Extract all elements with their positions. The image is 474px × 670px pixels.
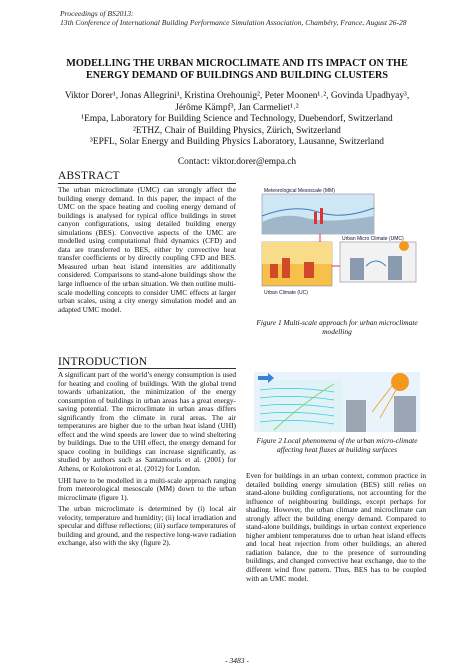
- page-number: - 3483 -: [225, 656, 249, 665]
- sun-icon: [399, 241, 409, 251]
- sun-icon: [391, 373, 409, 391]
- uc-sky: [262, 242, 332, 264]
- figure-1-caption: Figure 1 Multi-scale approach for urban microclimate modelling: [256, 318, 418, 336]
- affiliation-1: ¹Empa, Laboratory for Building Science and Technology, Duebendorf, Switzerland: [81, 114, 393, 125]
- author-line-2: Jérôme Kämpf³, Jan Carmeliet¹˒²: [175, 102, 299, 113]
- mm-building-marker: [314, 212, 317, 224]
- uc-building: [270, 264, 278, 278]
- uc-building: [304, 262, 314, 278]
- figure-2-illustration: [254, 372, 420, 432]
- uc-label: Urban Climate (UC): [264, 290, 308, 296]
- umc-label: Urban Micro Climate (UMC): [342, 236, 404, 242]
- header-line-1: Proceedings of BS2013:: [60, 9, 134, 18]
- building-right: [394, 396, 416, 432]
- introduction-rule: [58, 368, 236, 369]
- affiliation-3: ³EPFL, Solar Energy and Building Physics Laboratory, Lausanne, Switzerland: [90, 137, 384, 148]
- figure-2-caption: Figure 2 Local phenomena of the urban micro-climate affecting heat fluxes at building surfaces: [256, 436, 418, 454]
- abstract-paragraph: The urban microclimate (UMC) can strongly affect the building energy demand. In this paper, the impact of the UMC on the space heating and cooling energy demand of buildings is analysed for typical office buildings in street canyon configurations, using detailed building energy simulations (BES). Convective aspects of the UMC are modelled using computational fluid dynamics (CFD) and data are transferred to BES, either by convective heat transfer coefficients or by directly coupling CFD and BES. Measured urban heat island intensities are additionally considered. Comparisons to stand-alone buildings show the large influence of the urban situation. We then outline multi-scale modelling concepts to consider UMC effects at larger urban scales, using a city energy simulation model and an adapted UMC model.: [58, 185, 236, 314]
- right-paragraph-1: Even for buildings in an urban context, common practice in detailed building energy simulation (BES) still relies on stand-alone building configurations, not accounting for the influence of neighbouring buildings, except perhaps for shading. However, the urban climate and microclimate can strongly affect the building energy demand. Compared to stand-alone buildings, buildings in urban context experience higher ambient temperatures due to urban heat island effects and local heat rejection from other buildings, an altered radiation balance, due to the presence of surrounding buildings, and changed convective heat exchange, due to the different wind flow pattern. Thus, BES has to be coupled with an UMC model.: [246, 471, 426, 583]
- introduction-text: [58, 371, 236, 551]
- mm-building-marker: [320, 208, 323, 224]
- flow-field: [260, 380, 342, 432]
- proceedings-header: [60, 9, 407, 27]
- paper-title: [40, 58, 434, 82]
- author-line-1: Viktor Dorer¹, Jonas Allegrini¹, Kristina Orehounig², Peter Moonen¹˒², Govinda Upadhyay³,: [64, 91, 410, 101]
- right-column-text: [246, 472, 426, 586]
- title-line-1: MODELLING THE URBAN MICROCLIMATE AND ITS IMPACT ON THE: [66, 58, 408, 69]
- contact-email: Contact: viktor.dorer@empa.ch: [177, 157, 297, 167]
- abstract-heading: ABSTRACT: [58, 170, 120, 182]
- figure-1: [254, 186, 420, 314]
- intro-paragraph-3: The urban microclimate is determined by (i) local air velocity, temperature and humidity; (ii) local irradiation and specular and diffuse reflections; (iii) surface temperatures of building and ground, and the respective long-wave radiation exchange, also with the sky (figure 2).: [58, 504, 236, 548]
- title-line-2: ENERGY DEMAND OF BUILDINGS AND BUILDING CLUSTERS: [85, 70, 389, 81]
- umc-building-left: [350, 258, 364, 280]
- figure-2: [254, 372, 420, 432]
- header-line-2: 13th Conference of International Building Performance Simulation Association, Chambéry, France, August 26-28: [60, 18, 407, 27]
- abstract-rule: [58, 183, 236, 184]
- intro-paragraph-2: UHI have to be modelled in a multi-scale approach ranging from meteorological mesoscale (MM) down to the urban microclimate (figure 1).: [58, 475, 236, 502]
- intro-paragraph-1: A significant part of the world’s energy consumption is used for heating and cooling of buildings. With the global trend towards urbanization, the minimization of the energy consumption of buildings in urban areas has a great energy-saving potential. The microclimate in urban areas differs significantly from the climate in rural areas. The air temperatures are higher due to the urban heat island (UHI) effect and the wind speeds are lower due to wind sheltering by buildings. Due to the UHI effect, the energy demand for space cooling in buildings can increase significantly, as studied by authors such as Santamouris et al. (2001) for Athens, or Kolokotroni et al. (2012) for London.: [58, 370, 236, 474]
- mm-label: Meteorological Mesoscale (MM): [264, 188, 335, 194]
- introduction-heading: INTRODUCTION: [58, 356, 148, 368]
- uc-building: [282, 258, 290, 278]
- affiliation-2: ²ETHZ, Chair of Building Physics, Zürich, Switzerland: [133, 125, 341, 136]
- abstract-text: [58, 186, 236, 317]
- umc-building-right: [388, 256, 402, 280]
- figure-1-illustration: [254, 186, 420, 314]
- building-left: [346, 400, 366, 432]
- author-block: [40, 91, 434, 149]
